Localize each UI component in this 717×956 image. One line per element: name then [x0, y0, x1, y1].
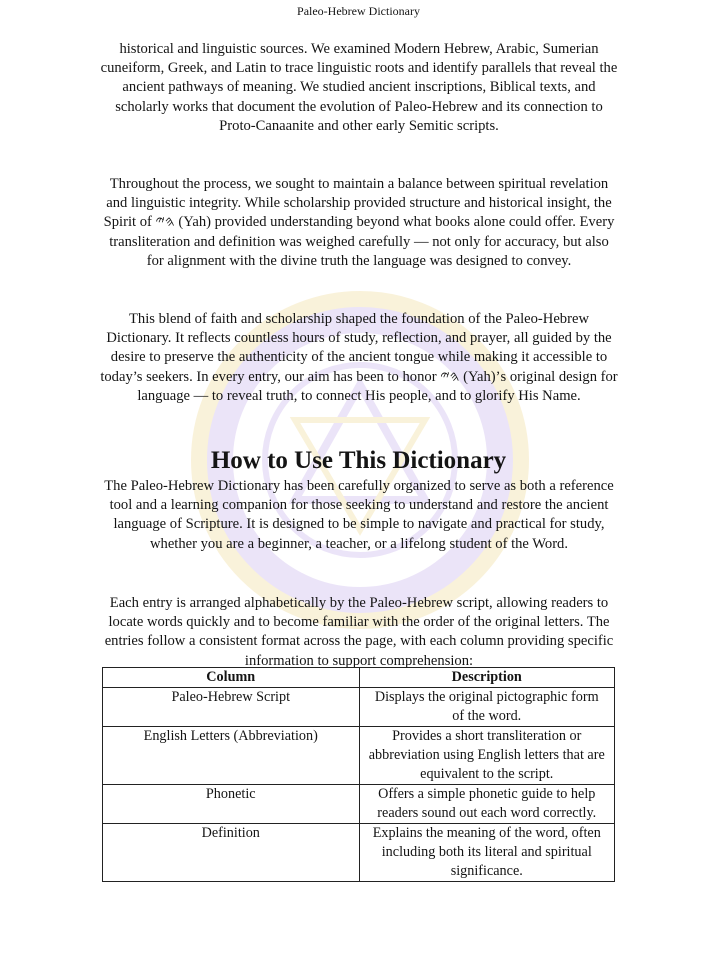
column-guide-table — [102, 667, 615, 882]
table-cell-description: Provides a short transliteration or abbreviation using English letters that are equivalent to the script. — [359, 727, 615, 785]
body-paragraph-3: This blend of faith and scholarship shaped the foundation of the Paleo-Hebrew Dictionary. It reflects countless hours of study, reflection, and prayer, all guided by the desire to preserve the authenticity of the ancient tongue while making it accessible to today’s seekers. In every entry, our aim has been to honor 𐤄𐤉 (Yah)’s original design for language — to reveal truth, to connect His people, and to glorify His Name. — [100, 311, 618, 404]
table-header-row — [103, 668, 615, 688]
body-paragraph-2: Throughout the process, we sought to maintain a balance between spiritual revelation and linguistic integrity. While scholarship provided structure and historical insight, the Spirit of 𐤄𐤉 (Yah) provided understanding beyond what books alone could offer. Every transliteration and definition was weighed carefully — not only for accuracy, but also for alignment with the divine truth the language was designed to convey. — [103, 176, 615, 269]
table-cell-description: Displays the original pictographic form of the word. — [359, 688, 615, 727]
body-paragraph-4: The Paleo-Hebrew Dictionary has been carefully organized to serve as both a reference tool and a learning companion for those seeking to understand and restore the ancient language of Scripture. It is designed to be simple to navigate and practical for study, whether you are a beginner, a teacher, or a lifelong student of the Word. — [104, 478, 614, 552]
body-paragraph-1: historical and linguistic sources. We examined Modern Hebrew, Arabic, Sumerian cuneiform, Greek, and Latin to trace linguistic roots and identify parallels that reveal the ancient pathways of meaning. We studied ancient inscriptions, Biblical texts, and scholarly works that document the evolution of Paleo-Hebrew and its connection to Proto-Canaanite and other early Semitic scripts. — [100, 41, 618, 134]
table-cell-description: Explains the meaning of the word, often including both its literal and spiritual significance. — [359, 824, 615, 882]
table-cell-column: Paleo-Hebrew Script — [103, 688, 360, 727]
table-header-description: Description — [359, 668, 615, 688]
table-row — [103, 824, 615, 882]
table-row — [103, 785, 615, 824]
table-cell-column: Definition — [103, 824, 360, 882]
table-cell-description: Offers a simple phonetic guide to help readers sound out each word correctly. — [359, 785, 615, 824]
body-paragraph-5: Each entry is arranged alphabetically by the Paleo-Hebrew script, allowing readers to locate words quickly and to become familiar with the order of the original letters. The entries follow a consistent format across the page, with each column providing specific information to support comprehension: — [104, 595, 614, 669]
table-cell-column: English Letters (Abbreviation) — [103, 727, 360, 785]
table-header-column: Column — [103, 668, 360, 688]
page-header: Paleo-Hebrew Dictionary — [297, 4, 420, 18]
section-heading: How to Use This Dictionary — [210, 447, 507, 474]
table-cell-column: Phonetic — [103, 785, 360, 824]
table-row — [103, 688, 615, 727]
table-row — [103, 727, 615, 785]
